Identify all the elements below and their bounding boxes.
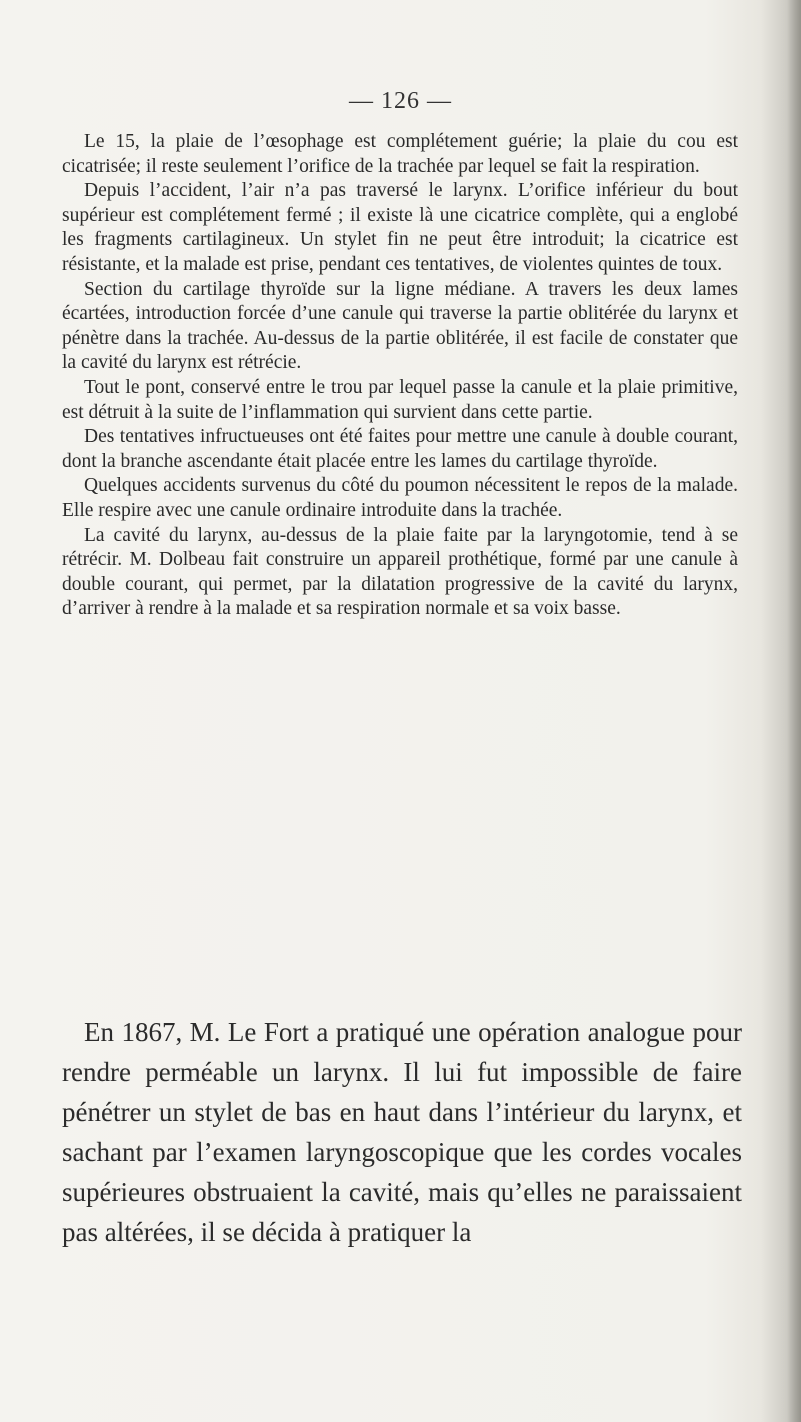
paragraph: Quelques accidents survenus du côté du poumon nécessitent le repos de la malade. Elle respire avec une canule ordinaire introduite dans la trachée. xyxy=(62,475,738,521)
paragraph: Depuis l’accident, l’air n’a pas traversé le larynx. L’orifice inférieur du bout supérieur est complétement fermé ; il existe là une cicatrice complète, qui a englobé les fragments cartilagineux. Un stylet fin ne peut être introduit; la cicatrice est résistante, et la malade est prise, pendant ces tentatives, de violentes quintes de toux. xyxy=(62,180,738,275)
page-edge-shadow xyxy=(787,0,801,1422)
large-type-passage xyxy=(62,1012,742,1252)
body-text xyxy=(62,130,738,622)
paragraph: Section du cartilage thyroïde sur la ligne médiane. A travers les deux lames écartées, introduction forcée d’une canule qui traverse la partie oblitérée du larynx et pénètre dans la trachée. Au-dessus de la partie oblitérée, il est facile de constater que la cavité du larynx est rétrécie. xyxy=(62,278,738,374)
paragraph: La cavité du larynx, au-dessus de la plaie faite par la laryngotomie, tend à se rétrécir. M. Dolbeau fait construire un appareil prothétique, formé par une canule à double courant, qui permet, par la dilatation progressive de la cavité du larynx, d’arriver à rendre à la malade et sa respiration normale et sa voix basse. xyxy=(62,524,738,620)
paragraph: En 1867, M. Le Fort a pratiqué une opération analogue pour rendre perméable un larynx. Il lui fut impossible de faire pénétrer un stylet de bas en haut dans l’intérieur du larynx, et sachant par l’examen laryngoscopique que les cordes vocales supérieures obstruaient la cavité, mais qu’elles ne paraissaient pas altérées, il se décida à pratiquer la xyxy=(62,1017,742,1247)
paragraph: Tout le pont, conservé entre le trou par lequel passe la canule et la plaie primitive, est détruit à la suite de l’inflammation qui survient dans cette partie. xyxy=(62,376,738,423)
page-number: — 126 — xyxy=(349,88,452,114)
paragraph: Le 15, la plaie de l’œsophage est complétement guérie; la plaie du cou est cicatrisée; il reste seulement l’orifice de la trachée par lequel se fait la respiration. xyxy=(62,131,738,177)
paragraph: Des tentatives infructueuses ont été faites pour mettre une canule à double courant, dont la branche ascendante était placée entre les lames du cartilage thyroïde. xyxy=(62,426,738,472)
